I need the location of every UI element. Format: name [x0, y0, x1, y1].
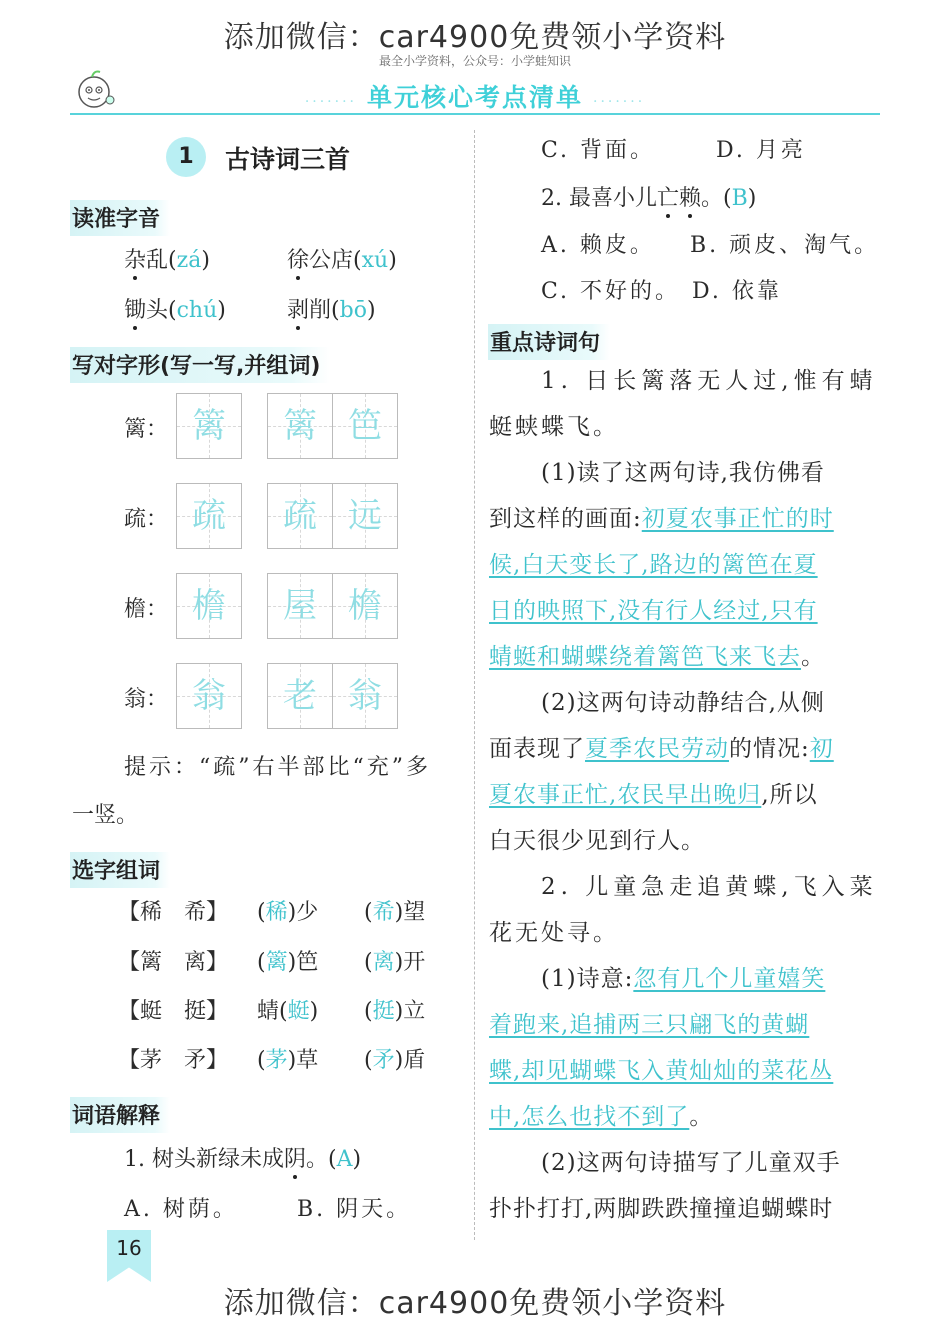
page-title: 单元核心考点清单 — [366, 83, 583, 112]
writing-box: 檐 — [176, 573, 242, 639]
pinyin-item: 杂乱(zá) — [124, 248, 210, 273]
choose-row: 【蜓 挺】 — [118, 999, 229, 1024]
writing-box: 屋 — [267, 573, 333, 639]
writing-box: 篱 — [176, 393, 242, 459]
poem-2-question-2: (2)这两句诗描写了儿童双手 扑扑打打,两脚跌跌撞撞追蝴蝶时 — [489, 1150, 841, 1222]
writing-tip: 提示：“疏”右半部比“充”多 — [124, 755, 431, 780]
choose-answer: (篱)笆 — [257, 950, 319, 975]
writing-label: 翁： — [124, 687, 169, 712]
writing-box: 笆 — [332, 393, 398, 459]
section-vocab: 词语解释 — [70, 1097, 170, 1133]
writing-label: 檐： — [124, 597, 169, 622]
poem-1-question-2: (2)这两句诗动静结合,从侧 面表现了夏季农民劳动的情况:初 夏农事正忙,农民早出晚归,所以 白天很少见到行人。 — [489, 690, 834, 854]
watermark-bottom: 添加微信：car4900免费领小学资料 — [223, 1286, 727, 1321]
section-writing: 写对字形(写一写,并组词) — [70, 347, 330, 383]
vocab-option: C. 背面。 — [541, 138, 656, 163]
vocab-option: A. 赖皮。 — [541, 233, 655, 258]
writing-box: 疏 — [267, 483, 333, 549]
choose-answer: (稀)少 — [257, 900, 319, 925]
writing-box: 檐 — [332, 573, 398, 639]
choose-answer: (希)望 — [364, 900, 426, 925]
vocab-question-1: 1. 树头新绿未成阴。(A) — [124, 1147, 362, 1172]
pinyin-item: 锄头(chú) — [124, 298, 226, 323]
pinyin-item: 剥削(bō) — [287, 298, 376, 323]
choose-answer: (挺)立 — [364, 999, 426, 1024]
choose-row: 【茅 矛】 — [118, 1048, 229, 1073]
vocab-option: D. 月亮 — [716, 138, 806, 163]
vocab-question-2: 2. 最喜小儿亡赖。(B) — [541, 186, 757, 211]
section-choose: 选字组词 — [70, 852, 170, 888]
writing-tip-cont: 一竖。 — [72, 803, 139, 828]
poem-1-question-1: (1)读了这两句诗,我仿佛看 到这样的画面:初夏农事正忙的时 候,白天变长了,路边的篱笆在夏 日的映照下,没有行人经过,只有 蜻蜓和蝴蝶绕着篱笆飞来飞去。 — [489, 460, 834, 670]
section-pronunciation: 读准字音 — [70, 200, 170, 236]
vocab-option: A. 树荫。 — [124, 1197, 238, 1222]
watermark-top: 添加微信：car4900免费领小学资料 — [223, 20, 727, 55]
poem-1: 1. 日长篱落无人过,惟有蜻 蜓蛱蝶飞。 — [489, 368, 878, 440]
page-number: 16 — [116, 1236, 142, 1260]
choose-row: 【稀 希】 — [118, 900, 229, 925]
vocab-option: D. 依靠 — [692, 279, 782, 304]
choose-answer: (茅)草 — [257, 1048, 319, 1073]
choose-answer: (矛)盾 — [364, 1048, 426, 1073]
writing-box: 篱 — [267, 393, 333, 459]
writing-box: 老 — [267, 663, 333, 729]
writing-box: 翁 — [332, 663, 398, 729]
section-key-poems: 重点诗词句 — [488, 324, 610, 360]
writing-label: 疏： — [124, 507, 169, 532]
poem-2-question-1: (1)诗意:忽有几个儿童嬉笑 着跑来,追捕两三只翩飞的黄蝴 蝶,却见蝴蝶飞入黄灿灿的菜花丛 中,怎么也找不到了。 — [489, 966, 834, 1130]
lesson-number: 1 — [166, 137, 206, 177]
choose-answer: 蜻(蜓) — [257, 999, 319, 1024]
choose-row: 【篱 离】 — [118, 950, 229, 975]
column-divider — [474, 130, 475, 1240]
vocab-option: B. 阴天。 — [297, 1197, 412, 1222]
banner-dots-left: ······· — [304, 93, 357, 110]
poem-2: 2. 儿童急走追黄蝶,飞入菜 花无处寻。 — [489, 874, 878, 946]
banner-dots-right: ······· — [593, 93, 646, 110]
vocab-option: B. 顽皮、淘气。 — [690, 233, 880, 258]
writing-label: 篱： — [124, 417, 169, 442]
writing-box: 远 — [332, 483, 398, 549]
vocab-option: C. 不好的。 — [541, 279, 681, 304]
watermark-subtitle: 最全小学资料，公众号：小学蛙知识 — [378, 54, 571, 68]
lesson-title: 古诗词三首 — [225, 145, 351, 174]
section-banner — [0, 78, 950, 114]
writing-box: 疏 — [176, 483, 242, 549]
header-rule — [70, 113, 880, 115]
writing-box: 翁 — [176, 663, 242, 729]
choose-answer: (离)开 — [364, 950, 426, 975]
pinyin-item: 徐公店(xú) — [287, 248, 397, 273]
